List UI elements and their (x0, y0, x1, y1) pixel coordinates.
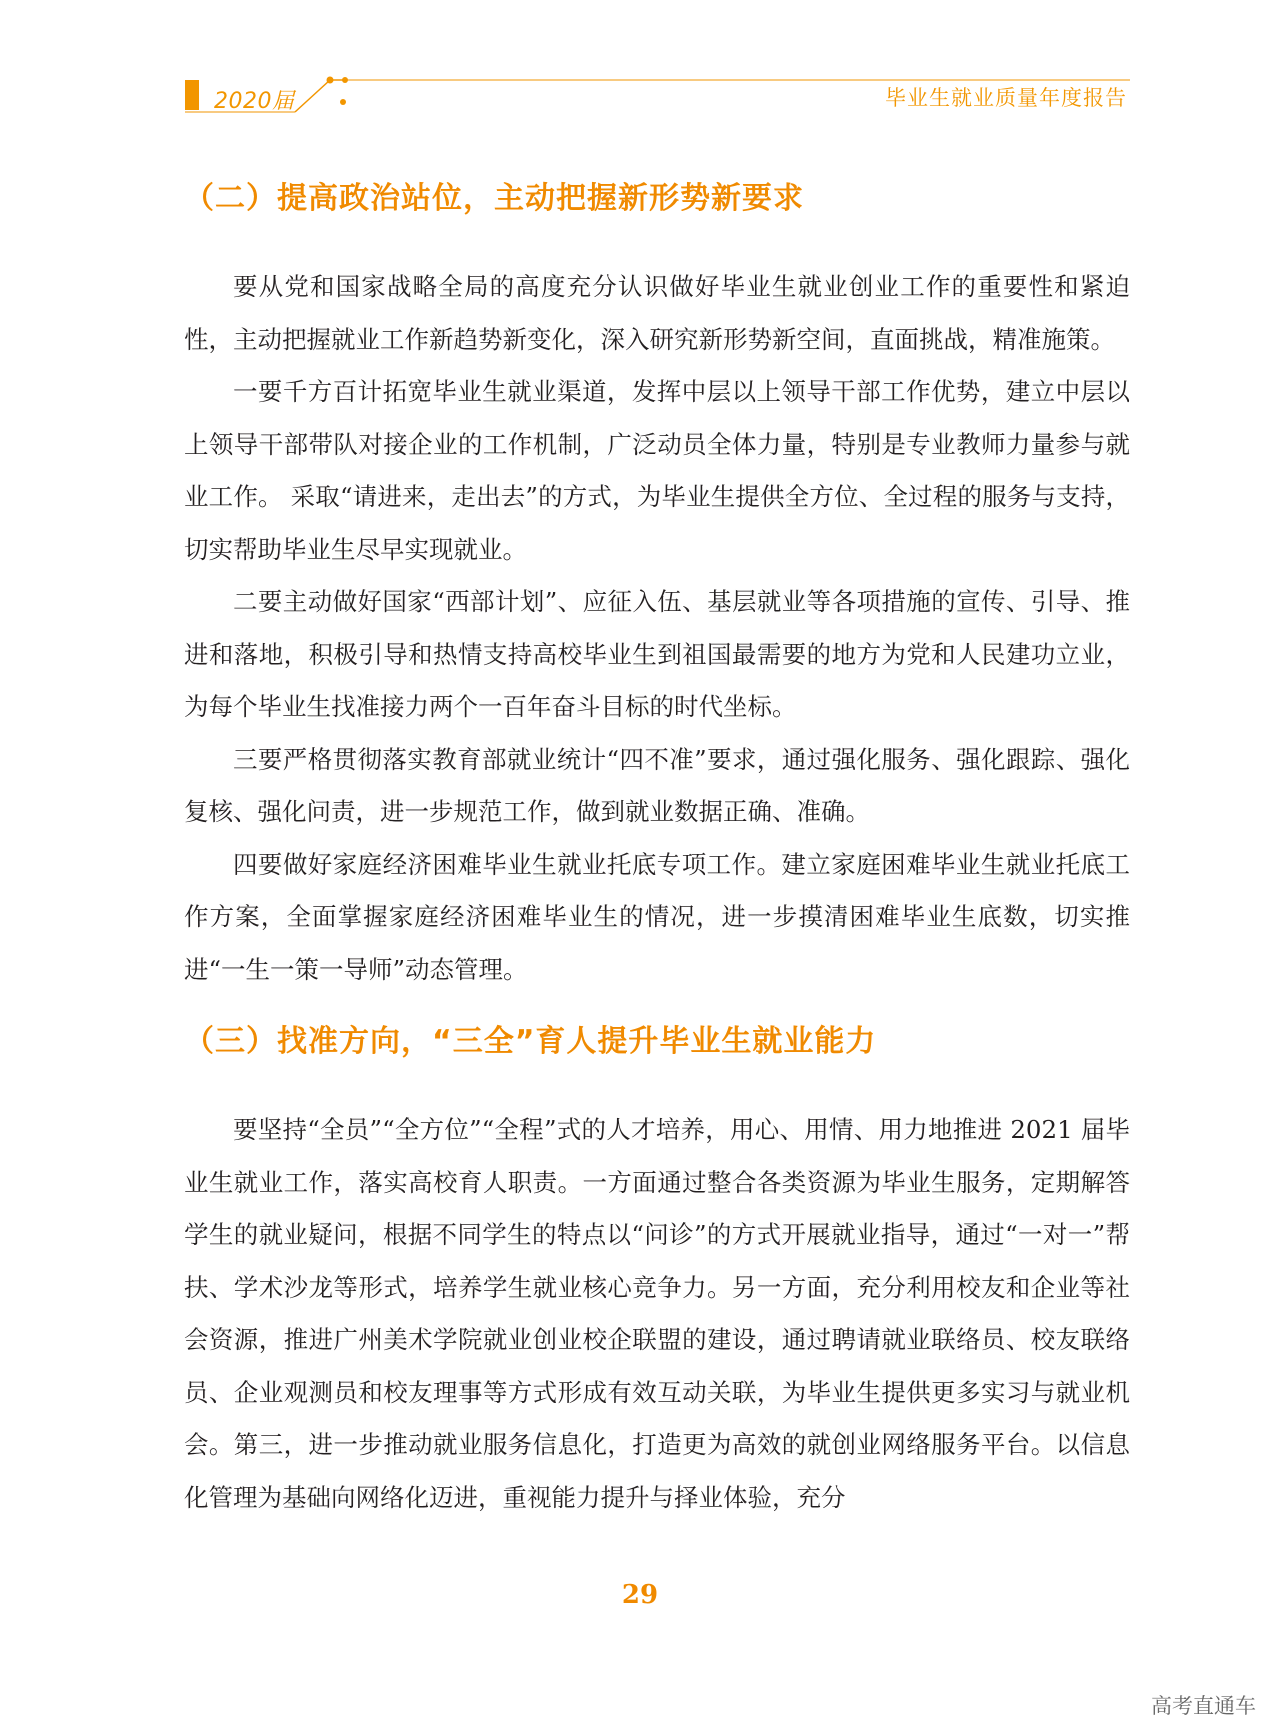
paragraph: 要坚持“全员”“全方位”“全程”式的人才培养，用心、用情、用力地推进 2021 届毕业生就业工作，落实高校育人职责。一方面通过整合各类资源为毕业生服务，定期解答学生的就业疑问，根据不同学生的特点以“问诊”的方式开展就业指导，通过“一对一”帮扶、学术沙龙等形式，培养学生就业核心竞争力。另一方面，充分利用校友和企业等社会资源，推进广州美术学院就业创业校企联盟的建设，通过聘请就业联络员、校友联络员、企业观测员和校友理事等方式形成有效互动关联，为毕业生提供更多实习与就业机会。第三，进一步推动就业服务信息化，打造更为高效的就创业网络服务平台。以信息化管理为基础向网络化迈进，重视能力提升与择业体验，充分 (184, 1115, 1130, 1512)
section-heading: （二）提高政治站位，主动把握新形势新要求 (184, 181, 804, 216)
paragraph: 一要千方百计拓宽毕业生就业渠道，发挥中层以上领导干部工作优势，建立中层以上领导干部带队对接企业的工作机制，广泛动员全体力量，特别是专业教师力量参与就业工作。 采取“请进来，走出去”的方式，为毕业生提供全方位、全过程的服务与支持，切实帮助毕业生尽早实现就业。 (184, 377, 1130, 564)
page-content (184, 175, 1130, 1524)
header-report-title: 毕业生就业质量年度报告 (885, 86, 1127, 110)
paragraph: 三要严格贯彻落实教育部就业统计“四不准”要求，通过强化服务、强化跟踪、强化复核、强化问责，进一步规范工作，做到就业数据正确、准确。 (184, 744, 1130, 826)
header-year: 2020届 (214, 89, 295, 114)
paragraph: 二要主动做好国家“西部计划”、应征入伍、基层就业等各项措施的宣传、引导、推进和落地，积极引导和热情支持高校毕业生到祖国最需要的地方为党和人民建功立业，为每个毕业生找准接力两个一百年奋斗目标的时代坐标。 (184, 587, 1130, 721)
page-number: 29 (621, 1580, 659, 1610)
paragraph: 要从党和国家战略全局的高度充分认识做好毕业生就业创业工作的重要性和紧迫性，主动把握就业工作新趋势新变化，深入研究新形势新空间，直面挑战，精准施策。 (184, 272, 1130, 354)
watermark: 高考直通车 (1151, 1694, 1256, 1718)
paragraph: 四要做好家庭经济困难毕业生就业托底专项工作。建立家庭困难毕业生就业托底工作方案，全面掌握家庭经济困难毕业生的情况，进一步摸清困难毕业生底数，切实推进“一生一策一导师”动态管理。 (184, 849, 1130, 984)
section-heading: （三）找准方向，“三全”育人提升毕业生就业能力 (184, 1024, 877, 1059)
page-header (0, 0, 1280, 120)
